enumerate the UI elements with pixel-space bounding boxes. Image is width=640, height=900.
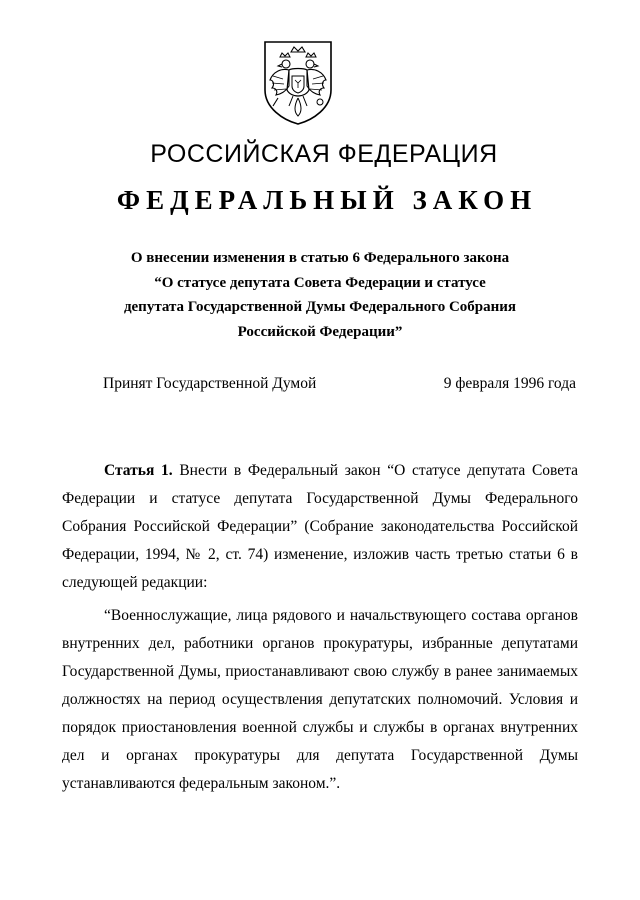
article-label: Статья 1.	[104, 462, 173, 479]
adoption-date: 9 февраля 1996 года	[443, 375, 576, 392]
adopted-by: Принят Государственной Думой	[103, 375, 317, 392]
law-title-line: депутата Государственной Думы Федерального Собрания	[123, 299, 517, 315]
law-title	[0, 246, 640, 344]
coat-of-arms-icon	[263, 40, 333, 126]
country-heading: РОССИЙСКАЯ ФЕДЕРАЦИЯ	[150, 140, 498, 168]
document-type-heading: ФЕДЕРАЛЬНЫЙ ЗАКОН	[116, 185, 538, 215]
quoted-amendment: “Военнослужащие, лица рядового и начальствующего состава органов внутренних дел, работники органов прокуратуры, избранные депутатами Государственной Думы, приостанавливают свою службу в ранее занимаемых должностях на период осуществления депутатских полномочий. Условия и порядок приостановления военной службы и службы в органах внутренних дел и органах прокуратуры для депутата Государственной Думы устанавливаются федеральным законом.”.	[62, 607, 578, 792]
law-title-line: О внесении изменения в статью 6 Федерального закона	[130, 250, 510, 266]
adoption-line	[103, 372, 576, 396]
law-title-line: “О статусе депутата Совета Федерации и статусе	[154, 274, 486, 291]
law-title-line: Российской Федерации”	[237, 323, 403, 340]
article-text: Внести в Федеральный закон “О статусе депутата Совета Федерации и статусе депутата Государственной Думы Федерального Собрания Российской Федерации” (Собрание законодательства Российской Федерации, 1994, № 2, ст. 74) изменение, изложив часть третью статьи 6 в следующей редакции:	[62, 462, 579, 591]
article-paragraph	[62, 457, 578, 597]
law-body	[62, 457, 578, 798]
